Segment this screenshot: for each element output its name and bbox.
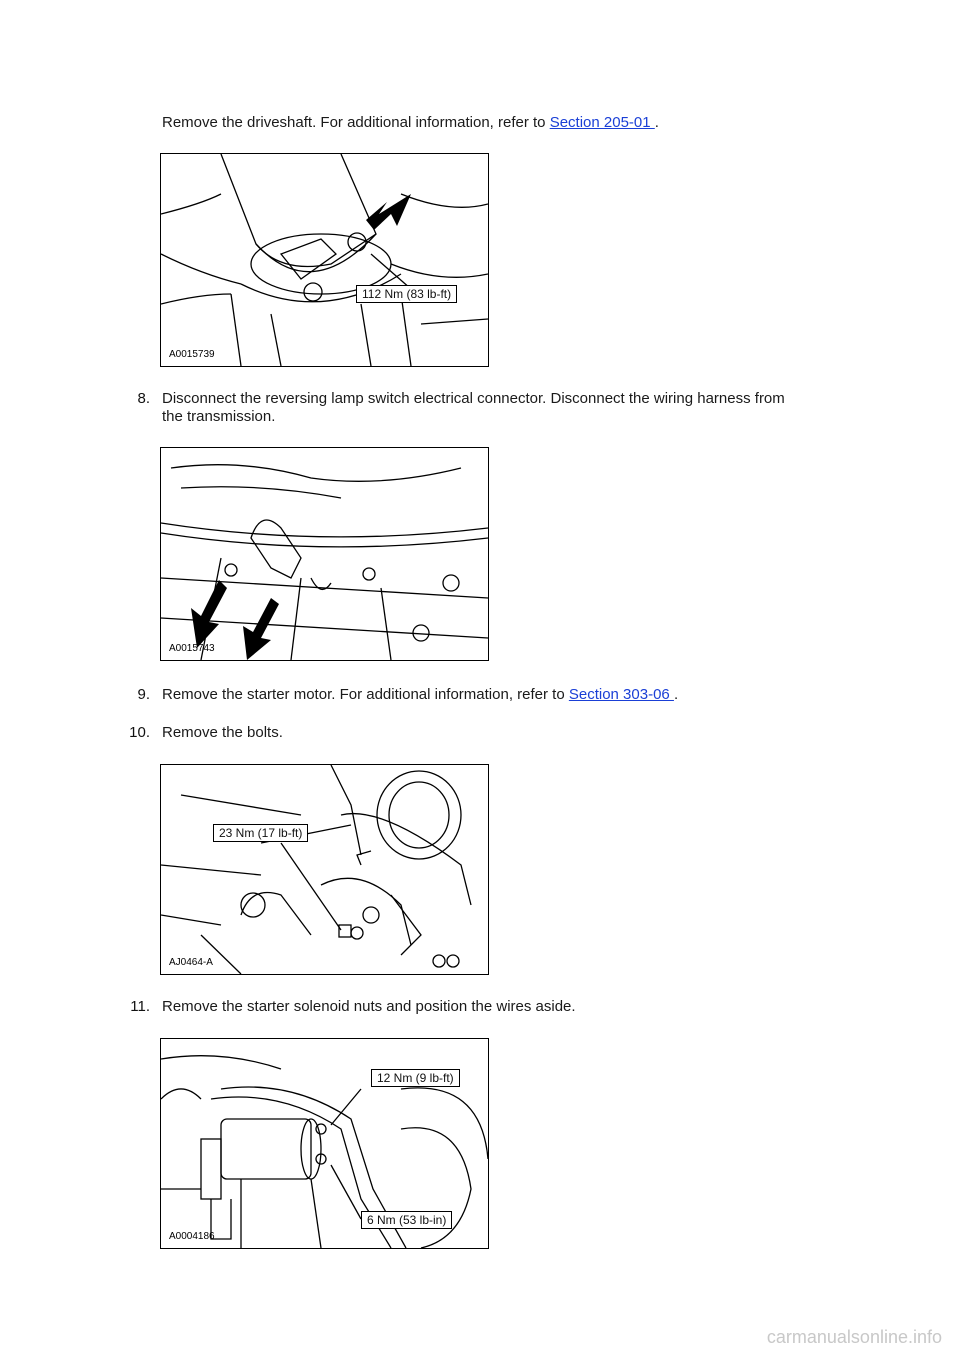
figure-id: A0015739 bbox=[169, 349, 215, 360]
connector-illustration bbox=[161, 448, 488, 660]
step-number: 11. bbox=[130, 998, 150, 1015]
torque-callout-23nm: 23 Nm (17 lb-ft) bbox=[213, 824, 308, 842]
torque-callout-112nm: 112 Nm (83 lb-ft) bbox=[356, 285, 457, 303]
step-number: 10. bbox=[129, 724, 150, 741]
bolts-illustration bbox=[161, 765, 488, 974]
step-10-text: Remove the bolts. bbox=[162, 724, 283, 741]
figure-starter-solenoid bbox=[160, 1038, 489, 1249]
step-number: 9. bbox=[137, 686, 150, 703]
torque-callout-6nm: 6 Nm (53 lb-in) bbox=[361, 1211, 452, 1229]
step-9-text: Remove the starter motor. For additional information, refer to Section 303-06 . bbox=[162, 686, 679, 703]
figure-id: A0004186 bbox=[169, 1231, 215, 1242]
section-303-06-link[interactable]: Section 303-06 bbox=[568, 686, 674, 703]
step-11-text: Remove the starter solenoid nuts and position the wires aside. bbox=[162, 998, 576, 1015]
watermark: carmanualsonline.info bbox=[766, 1327, 942, 1347]
figure-reversing-lamp-switch bbox=[160, 447, 489, 661]
torque-callout-12nm: 12 Nm (9 lb-ft) bbox=[371, 1069, 460, 1087]
step-8-text: Disconnect the reversing lamp switch electrical connector. Disconnect the wiring harness from bbox=[162, 390, 785, 407]
step-driveshaft-text: Remove the driveshaft. For additional information, refer to Section 205-01 . bbox=[162, 114, 659, 131]
driveshaft-illustration bbox=[161, 154, 488, 366]
section-205-01-link[interactable]: Section 205-01 bbox=[549, 114, 655, 131]
figure-id: A0015743 bbox=[169, 643, 215, 654]
figure-id: AJ0464-A bbox=[169, 957, 213, 968]
figure-driveshaft bbox=[160, 153, 489, 367]
step-number: 8. bbox=[137, 390, 150, 407]
figure-bolts bbox=[160, 764, 489, 975]
step-8-text-continued: the transmission. bbox=[162, 408, 276, 425]
